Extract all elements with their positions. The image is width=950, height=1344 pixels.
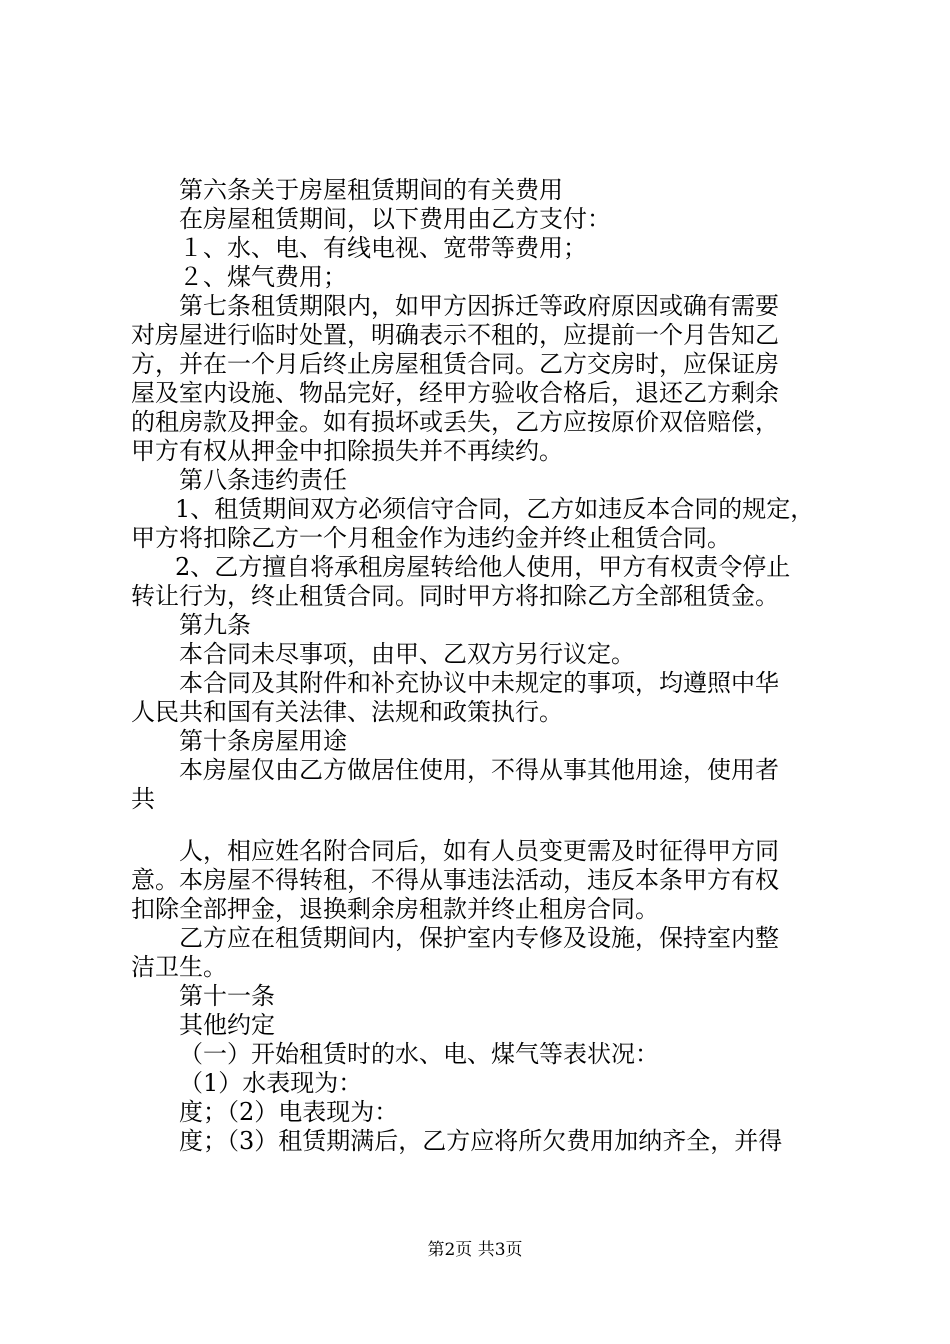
page-footer: 第2页 共3页	[427, 1240, 523, 1260]
clause-11-title: 第十一条	[179, 982, 275, 1010]
text-line: 意。本房屋不得转租，不得从事违法活动，违反本条甲方有权	[131, 866, 779, 894]
text-line: （1）水表现为：	[179, 1069, 363, 1097]
text-line: 在房屋租赁期间，以下费用由乙方支付：	[179, 205, 611, 233]
text-line: １、水、电、有线电视、宽带等费用；	[179, 234, 587, 262]
text-line: 乙方应在租赁期间内，保护室内专修及设施，保持室内整	[179, 924, 779, 952]
text-line: 转让行为，终止租赁合同。同时甲方将扣除乙方全部租赁金。	[131, 582, 779, 610]
text-line: 的租房款及押金。如有损坏或丢失，乙方应按原价双倍赔偿，	[131, 408, 779, 436]
text-line: 度；（2）电表现为：	[179, 1098, 399, 1126]
clause-6-title: 第六条关于房屋租赁期间的有关费用	[179, 176, 563, 204]
clause-8-title: 第八条违约责任	[179, 466, 347, 494]
text-line: 洁卫生。	[131, 953, 227, 981]
text-line: 扣除全部押金，退换剩余房租款并终止租房合同。	[131, 895, 659, 923]
text-line: 屋及室内设施、物品完好，经甲方验收合格后，退还乙方剩余	[131, 379, 779, 407]
text-line: 甲方有权从押金中扣除损失并不再续约。	[131, 437, 563, 465]
clause-7-text: 第七条租赁期限内，如甲方因拆迁等政府原因或确有需要	[179, 292, 779, 320]
text-line: 甲方将扣除乙方一个月租金作为违约金并终止租赁合同。	[131, 524, 731, 552]
text-line: 本房屋仅由乙方做居住使用，不得从事其他用途，使用者	[179, 756, 779, 784]
text-line: 共	[131, 785, 155, 813]
text-line: （一）开始租赁时的水、电、煤气等表状况：	[179, 1040, 659, 1068]
text-line: 度；（3）租赁期满后，乙方应将所欠费用加纳齐全，并得	[179, 1127, 783, 1155]
clause-9-title: 第九条	[179, 611, 251, 639]
text-line: 本合同未尽事项，由甲、乙双方另行议定。	[179, 640, 635, 668]
clause-10-title: 第十条房屋用途	[179, 727, 347, 755]
text-line: 方，并在一个月后终止房屋租赁合同。乙方交房时，应保证房	[131, 350, 779, 378]
text-line: 2、乙方擅自将承租房屋转给他人使用，甲方有权责令停止	[175, 553, 791, 581]
text-line: 人，相应姓名附合同后，如有人员变更需及时征得甲方同	[179, 837, 779, 865]
text-line: 其他约定	[179, 1011, 275, 1039]
document-body	[131, 176, 831, 1156]
text-line: 对房屋进行临时处置，明确表示不租的，应提前一个月告知乙	[131, 321, 779, 349]
text-line: 1、租赁期间双方必须信守合同，乙方如违反本合同的规定，	[175, 495, 815, 523]
text-line: 人民共和国有关法律、法规和政策执行。	[131, 698, 563, 726]
text-line: ２、煤气费用；	[179, 263, 347, 291]
text-line: 本合同及其附件和补充协议中未规定的事项，均遵照中华	[179, 669, 779, 697]
